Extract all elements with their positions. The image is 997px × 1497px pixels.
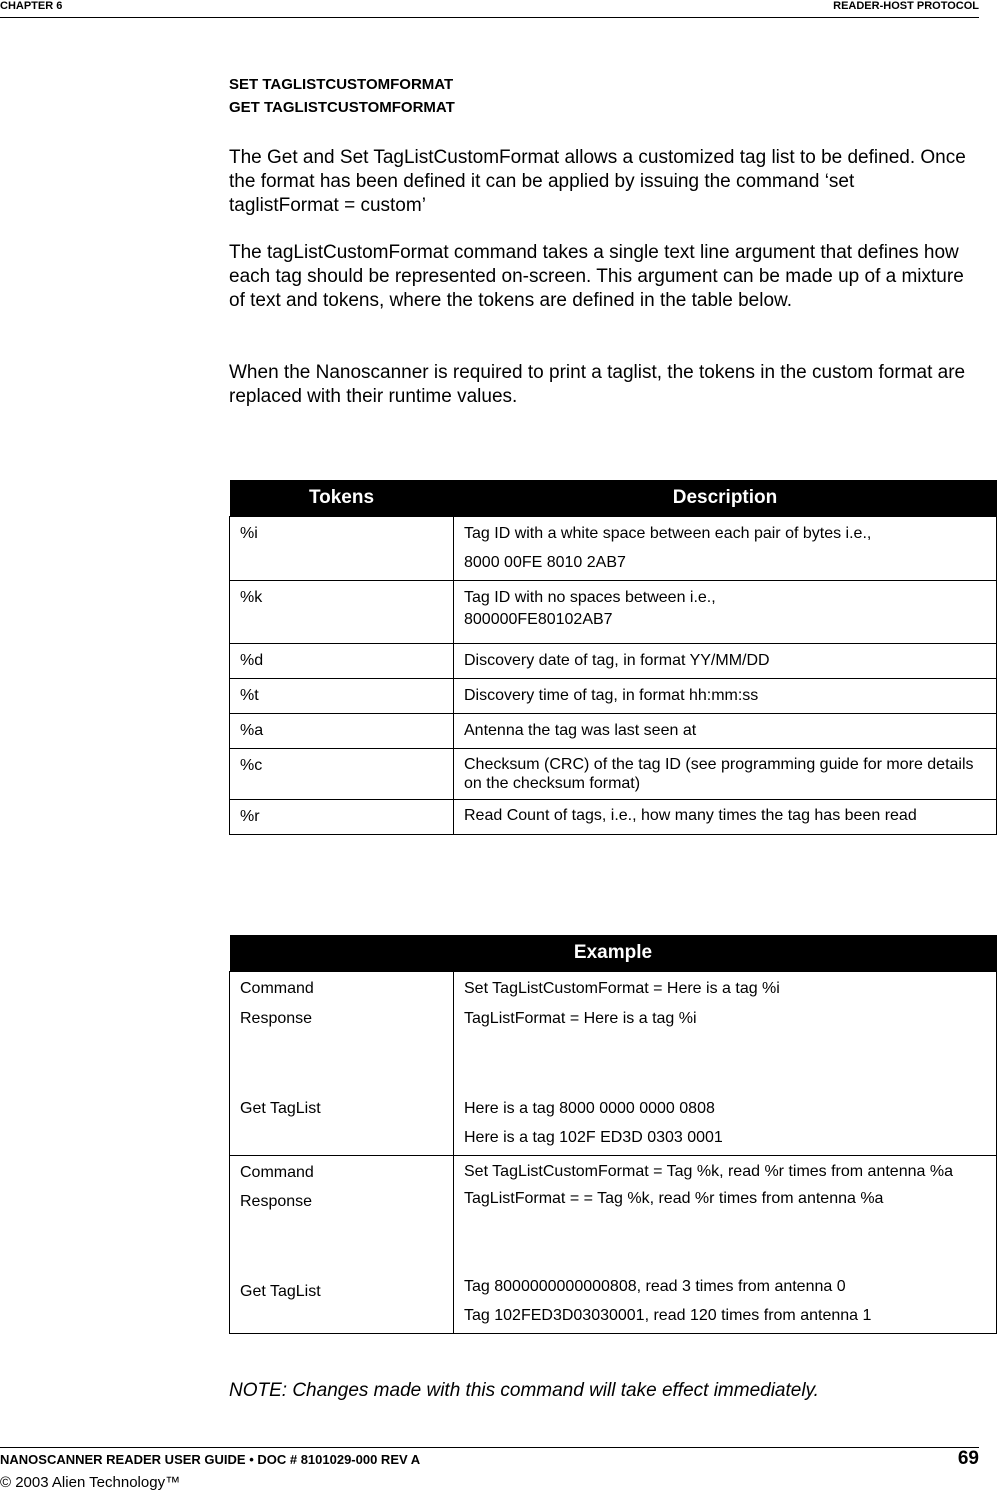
runtime-paragraph: When the Nanoscanner is required to print a taglist, the tokens in the custom format are replaced with their runtime values. [229, 362, 966, 407]
table-row [230, 644, 997, 679]
page-footer [0, 1447, 979, 1491]
table-row [230, 714, 997, 749]
tokens-header: Tokens [230, 480, 454, 517]
tokens-table [229, 480, 997, 835]
token-cell: %r [230, 800, 454, 835]
description-cell: Read Count of tags, i.e., how many times the tag has been read [454, 800, 997, 835]
taglist-line: Here is a tag 8000 0000 0000 0808 [464, 1100, 715, 1117]
command-label: Command [240, 980, 314, 997]
doc-reference: NANOSCANNER READER USER GUIDE • DOC # 8101029-000 REV A [0, 1452, 421, 1467]
taglist-line: Tag 102FED3D03030001, read 120 times from antenna 1 [464, 1307, 872, 1324]
example-labels-cell [230, 1156, 454, 1334]
taglist-line: Here is a tag 102F ED3D 0303 0001 [464, 1129, 723, 1146]
intro-paragraph: The Get and Set TagListCustomFormat allows a customized tag list to be defined. Once the format has been defined it can be applied by issuing the command ‘set taglistFormat = custom’ [229, 147, 966, 216]
table-row [230, 517, 997, 581]
example-table [229, 935, 997, 1334]
page-number: 69 [957, 1448, 979, 1469]
section-label: READER-HOST PROTOCOL [833, 0, 979, 12]
example-header-row [230, 935, 997, 972]
table-row [230, 800, 997, 835]
description-cell [454, 581, 997, 644]
example-header: Example [230, 935, 997, 972]
description-line: Tag ID with a white space between each pair of bytes i.e., [464, 525, 872, 542]
response-label: Response [240, 1193, 313, 1210]
section-titles [229, 73, 455, 119]
description-cell: Checksum (CRC) of the tag ID (see programming guide for more details on the checksum format) [454, 749, 997, 800]
example-values-cell [454, 972, 997, 1156]
table-row [230, 679, 997, 714]
description-cell: Discovery date of tag, in format YY/MM/DD [454, 644, 997, 679]
example-labels-cell [230, 972, 454, 1156]
token-cell: %i [230, 517, 454, 581]
token-cell: %d [230, 644, 454, 679]
table-row [230, 1156, 997, 1334]
tokens-header-row [230, 480, 997, 517]
description-line: 800000FE80102AB7 [464, 611, 613, 628]
command-value: Set TagListCustomFormat = Tag %k, read %r times from antenna %a [464, 1163, 953, 1180]
note-text: NOTE: Changes made with this command will take effect immediately. [229, 1380, 819, 1401]
response-value: TagListFormat = Here is a tag %i [464, 1010, 697, 1027]
description-line: 8000 00FE 8010 2AB7 [464, 554, 626, 571]
table-row [230, 749, 997, 800]
get-title: GET TAGLISTCUSTOMFORMAT [229, 99, 455, 116]
token-cell: %a [230, 714, 454, 749]
description-cell [454, 517, 997, 581]
table-row [230, 581, 997, 644]
example-values-cell [454, 1156, 997, 1334]
response-label: Response [240, 1010, 313, 1027]
token-cell: %t [230, 679, 454, 714]
token-cell: %k [230, 581, 454, 644]
argument-paragraph: The tagListCustomFormat command takes a single text line argument that defines how each tag should be represented on-screen. This argument can be made up of a mixture of text and tokens, where the tokens are defined in the table below. [229, 242, 964, 311]
command-value: Set TagListCustomFormat = Here is a tag %i [464, 980, 780, 997]
description-line: Tag ID with no spaces between i.e., [464, 589, 716, 606]
copyright: © 2003 Alien Technology™ [0, 1474, 181, 1491]
get-taglist-label: Get TagList [240, 1100, 321, 1117]
description-cell: Antenna the tag was last seen at [454, 714, 997, 749]
chapter-label: CHAPTER 6 [0, 0, 63, 12]
table-row [230, 972, 997, 1156]
get-taglist-label: Get TagList [240, 1283, 321, 1300]
token-cell: %c [230, 749, 454, 800]
taglist-line: Tag 8000000000000808, read 3 times from antenna 0 [464, 1278, 846, 1295]
set-title: SET TAGLISTCUSTOMFORMAT [229, 76, 454, 93]
page-header [0, 0, 979, 18]
command-label: Command [240, 1164, 314, 1181]
description-cell: Discovery time of tag, in format hh:mm:ss [454, 679, 997, 714]
description-header: Description [454, 480, 997, 517]
response-value: TagListFormat = = Tag %k, read %r times from antenna %a [464, 1190, 884, 1207]
